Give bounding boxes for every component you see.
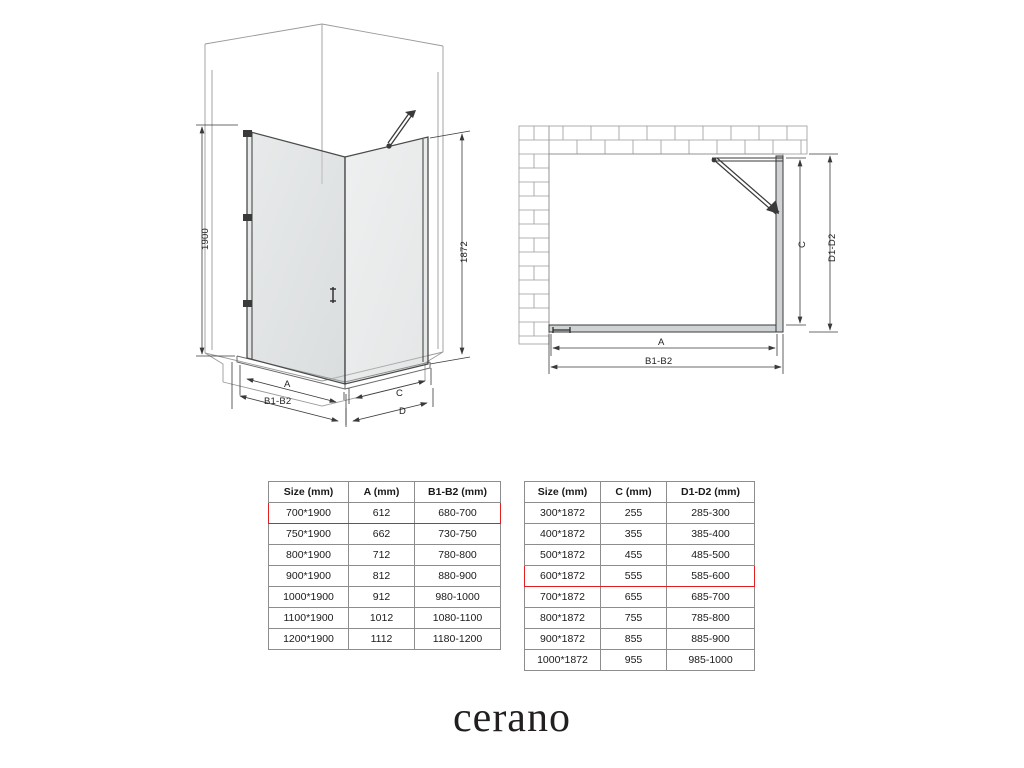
cell-c: 655 <box>601 587 667 608</box>
cell-d1d2: 285-300 <box>667 503 755 524</box>
col-c: C (mm) <box>601 482 667 503</box>
col-b1b2: B1-B2 (mm) <box>415 482 501 503</box>
table-row <box>269 566 501 587</box>
cell-d1d2: 385-400 <box>667 524 755 545</box>
table-header-row <box>269 482 501 503</box>
table-row <box>269 608 501 629</box>
plan-label-b1b2: B1-B2 <box>645 356 673 367</box>
table-row <box>525 566 755 587</box>
cell-size: 900*1900 <box>269 566 349 587</box>
iso-label-a: A <box>284 379 291 390</box>
plan-view <box>519 126 838 374</box>
cell-a: 1112 <box>349 629 415 650</box>
cell-b1b2: 780-800 <box>415 545 501 566</box>
cell-size: 900*1872 <box>525 629 601 650</box>
cell-b1b2: 1180-1200 <box>415 629 501 650</box>
table-row <box>525 545 755 566</box>
cell-size: 600*1872 <box>525 566 601 587</box>
cell-size: 700*1900 <box>269 503 349 524</box>
iso-label-c: C <box>396 388 404 399</box>
cell-b1b2: 680-700 <box>415 503 501 524</box>
cell-size: 1000*1872 <box>525 650 601 671</box>
cell-d1d2: 785-800 <box>667 608 755 629</box>
table-row <box>269 629 501 650</box>
iso-label-d: D <box>399 406 407 417</box>
cell-a: 812 <box>349 566 415 587</box>
cell-a: 662 <box>349 524 415 545</box>
cell-size: 800*1872 <box>525 608 601 629</box>
cell-d1d2: 685-700 <box>667 587 755 608</box>
cell-size: 800*1900 <box>269 545 349 566</box>
cell-b1b2: 880-900 <box>415 566 501 587</box>
isometric-view <box>196 24 470 427</box>
col-a: A (mm) <box>349 482 415 503</box>
table-row <box>525 587 755 608</box>
cell-a: 712 <box>349 545 415 566</box>
iso-label-b1b2: B1-B2 <box>264 396 292 407</box>
spec-table-left-wrapper <box>268 481 501 650</box>
table-row <box>525 503 755 524</box>
cell-b1b2: 730-750 <box>415 524 501 545</box>
cell-a: 612 <box>349 503 415 524</box>
cell-c: 955 <box>601 650 667 671</box>
cell-d1d2: 485-500 <box>667 545 755 566</box>
col-d1d2: D1-D2 (mm) <box>667 482 755 503</box>
iso-label-height-1900: 1900 <box>200 228 211 250</box>
cell-b1b2: 1080-1100 <box>415 608 501 629</box>
table-row <box>525 524 755 545</box>
cell-d1d2: 985-1000 <box>667 650 755 671</box>
col-size: Size (mm) <box>525 482 601 503</box>
table-header-row <box>525 482 755 503</box>
spec-table-left <box>268 481 501 650</box>
table-row <box>525 629 755 650</box>
iso-label-height-1872: 1872 <box>459 241 470 263</box>
table-row <box>269 503 501 524</box>
spec-table-right <box>524 481 755 671</box>
cell-c: 455 <box>601 545 667 566</box>
plan-label-d1d2: D1-D2 <box>827 233 838 262</box>
cell-size: 400*1872 <box>525 524 601 545</box>
cell-a: 912 <box>349 587 415 608</box>
cell-size: 300*1872 <box>525 503 601 524</box>
table-row <box>525 650 755 671</box>
plan-label-c: C <box>797 240 808 248</box>
cell-b1b2: 980-1000 <box>415 587 501 608</box>
cell-d1d2: 885-900 <box>667 629 755 650</box>
table-row <box>525 608 755 629</box>
cell-c: 855 <box>601 629 667 650</box>
col-size: Size (mm) <box>269 482 349 503</box>
plan-label-a: A <box>658 337 665 348</box>
cell-c: 555 <box>601 566 667 587</box>
cell-size: 700*1872 <box>525 587 601 608</box>
cell-d1d2: 585-600 <box>667 566 755 587</box>
table-row <box>269 524 501 545</box>
cell-size: 1200*1900 <box>269 629 349 650</box>
cell-c: 255 <box>601 503 667 524</box>
cell-c: 755 <box>601 608 667 629</box>
cell-size: 1000*1900 <box>269 587 349 608</box>
cell-size: 1100*1900 <box>269 608 349 629</box>
spec-table-right-wrapper <box>524 481 755 671</box>
cell-size: 750*1900 <box>269 524 349 545</box>
cell-c: 355 <box>601 524 667 545</box>
table-row <box>269 545 501 566</box>
cell-size: 500*1872 <box>525 545 601 566</box>
brand-logo: cerano <box>453 695 571 741</box>
cell-a: 1012 <box>349 608 415 629</box>
table-row <box>269 587 501 608</box>
